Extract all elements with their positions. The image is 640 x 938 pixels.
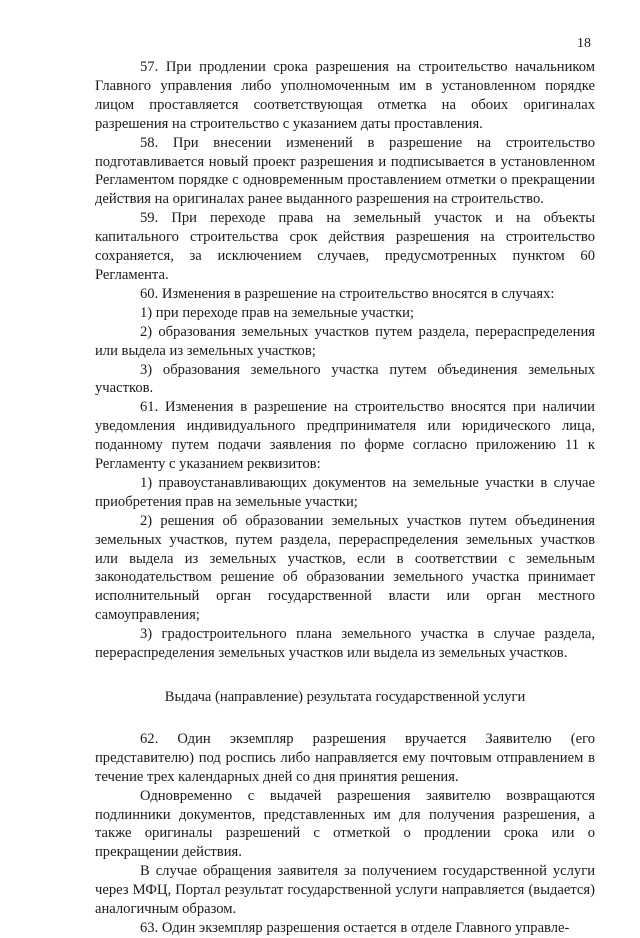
paragraph-62-cont-1: Одновременно с выдачей разрешения заявителю возвращаются подлинники документов, представленных им для получения разрешения, а также оригиналы разрешений с отметкой о продлении срока или о прекращении действия. [95,787,595,861]
paragraph-60-item-3: 3) образования земельного участка путем объединения земельных участков. [95,361,595,397]
paragraph-62: 62. Один экземпляр разрешения вручается Заявителю (его представителю) под роспись либо направляется ему почтовым отправлением в течение трех календарных дней со дня принятия решения. [95,730,595,785]
paragraph-58: 58. При внесении изменений в разрешение на строительство подготавливается новый проект разрешения и подписывается в установленном Регламентом порядке с одновременным проставлением отметки о прекращении действия на оригиналах ранее выданного разрешения на строительство. [95,134,595,208]
paragraph-62-cont-2: В случае обращения заявителя за получением государственной услуги через МФЦ, Портал результат государственной услуги направляется (выдается) аналогичным образом. [95,863,595,918]
paragraph-60-item-2: 2) образования земельных участков путем раздела, перераспределения или выдела из земельных участков; [95,323,595,359]
paragraph-61-item-2: 2) решения об образовании земельных участков путем объединения земельных участков, путем раздела, перераспределения земельных участков или выдела из земельных участков, если в соответствии с земельным законодательством решение об образовании земельного участка принимает исполнительный орган государственной власти или орган местного самоуправления; [95,512,595,624]
paragraph-57: 57. При продлении срока разрешения на строительство начальником Главного управления либо уполномоченным им в установленном порядке лицом проставляется соответствующая отметка на обоих оригиналах разрешения на строительство с указанием даты проставления. [95,59,595,132]
paragraph-61: 61. Изменения в разрешение на строительство вносятся при наличии уведомления индивидуального предпринимателя или юридического лица, поданному путем подачи заявления по форме согласно приложению 11 к Регламенту с указанием реквизитов: [95,399,595,473]
paragraph-61-item-3: 3) градостроительного плана земельного участка в случае раздела, перераспределения земельных участков или выдела из земельных участков. [95,626,595,662]
paragraph-60: 60. Изменения в разрешение на строительство вносятся в случаях: [140,285,555,302]
section-heading: Выдача (направление) результата государственной услуги [164,689,526,705]
paragraph-60-item-1: 1) при переходе прав на земельные участки; [140,304,415,321]
paragraph-63: 63. Один экземпляр разрешения остается в отделе Главного управле- [140,919,570,936]
paragraph-61-item-1: 1) правоустанавливающих документов на земельные участки в случае приобретения прав на земельные участки; [95,474,595,510]
document-body [95,58,595,938]
paragraph-59: 59. При переходе права на земельный участок и на объекты капитального строительства срок действия разрешения на строительство сохраняется, за исключением случаев, предусмотренных пунктом 60 Регламента. [95,210,595,283]
page-number: 18 [577,36,591,51]
